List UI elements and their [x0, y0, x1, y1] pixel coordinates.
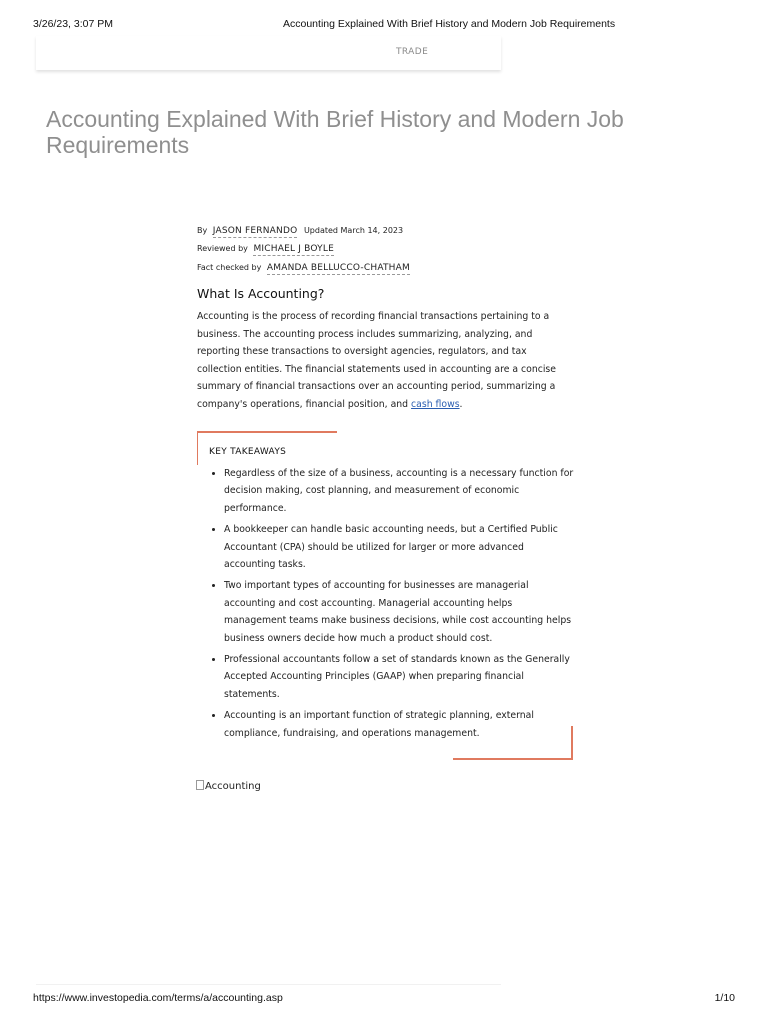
site-nav-bar [36, 36, 501, 70]
nav-link-trade[interactable]: TRADE [396, 47, 429, 57]
key-takeaways-top-border [197, 431, 337, 433]
author-link[interactable]: JASON FERNANDO [212, 226, 298, 236]
print-footer [33, 992, 735, 1006]
print-header [33, 18, 735, 32]
key-takeaways-right-border [571, 726, 573, 760]
byline-reviewer [197, 244, 338, 254]
key-takeaways-list [208, 465, 576, 746]
byline-author [197, 226, 403, 236]
list-item: • Professional accountants follow a set of standards known as the Generally Accepted Accounting Principles (GAAP) when preparing financial statements. [224, 651, 576, 703]
page-number: 1/10 [714, 992, 735, 1004]
key-takeaways-left-border [197, 431, 198, 465]
byline-fact-checker [197, 263, 414, 273]
by-label: By [197, 226, 208, 235]
list-item: • A bookkeeper can handle basic accounting needs, but a Certified Public Accountant (CPA) should be utilized for larger or more advanced accounting tasks. [224, 521, 576, 573]
key-takeaways-title: KEY TAKEAWAYS [209, 447, 287, 457]
key-takeaways-bottom-border [453, 758, 573, 760]
article-title: Accounting Explained With Brief History and Modern Job Requirements [46, 106, 624, 158]
reviewer-link[interactable]: MICHAEL J BOYLE [253, 244, 334, 254]
print-timestamp: 3/26/23, 3:07 PM [33, 18, 113, 30]
image-alt-text: Accounting [205, 781, 261, 792]
cash-flows-link[interactable]: cash flows [411, 398, 460, 410]
content-divider [36, 984, 501, 985]
section-heading: What Is Accounting? [197, 286, 325, 301]
page-url: https://www.investopedia.com/terms/a/accounting.asp [33, 992, 283, 1004]
article-image-placeholder [196, 780, 261, 792]
intro-paragraph [197, 308, 565, 414]
intro-end: . [459, 398, 463, 410]
intro-text: Accounting is the process of recording financial transactions pertaining to a business. The accounting process includes summarizing, analyzing, and reporting these transactions to oversight agencies, regulators, and tax collection entities. The financial statements used in accounting are a concise summary of financial transactions over an accounting period, summarizing a company's operations, financial position, and [197, 311, 556, 410]
print-document-title: Accounting Explained With Brief History and Modern Job Requirements [283, 18, 616, 30]
fact-checker-link[interactable]: AMANDA BELLUCCO-CHATHAM [266, 263, 410, 273]
list-item: • Accounting is an important function of strategic planning, external compliance, fundraising, and operations management. [224, 707, 576, 742]
updated-date: Updated March 14, 2023 [303, 226, 404, 235]
broken-image-icon [196, 780, 204, 790]
reviewed-label: Reviewed by [197, 244, 248, 253]
list-item: • Two important types of accounting for businesses are managerial accounting and cost accounting. Managerial accounting helps management teams make business decisions, while cost accounting helps business owners decide how much a product should cost. [224, 577, 576, 647]
list-item: • Regardless of the size of a business, accounting is a necessary function for decision making, cost planning, and measurement of economic performance. [224, 465, 576, 517]
fact-checked-label: Fact checked by [197, 263, 262, 272]
